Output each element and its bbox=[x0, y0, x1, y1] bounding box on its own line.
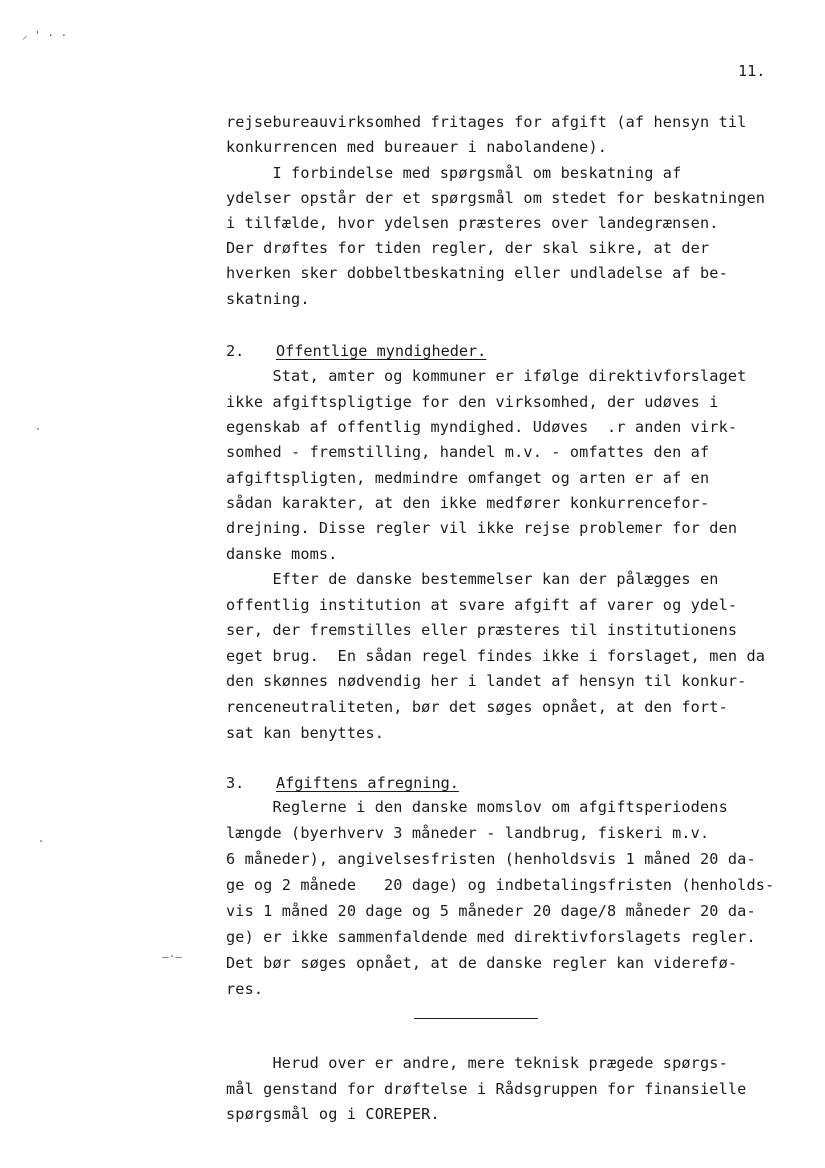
section-2-line: sat kan benyttes. bbox=[226, 724, 384, 742]
intro-line: rejsebureauvirksomhed fritages for afgift (af hensyn til bbox=[226, 113, 747, 131]
intro-line: konkurrencen med bureauer i nabolandene). bbox=[226, 138, 608, 156]
section-3-line: vis 1 måned 20 dage og 5 måneder 20 dage/8 måneder 20 da- bbox=[226, 902, 756, 920]
section-2-line: den skønnes nødvendig her i landet af hensyn til konkur- bbox=[226, 672, 747, 690]
section-2-line: ikke afgiftspligtige for den virksomhed, der udøves i bbox=[226, 393, 719, 411]
section-2-line: Stat, amter og kommuner er ifølge direktivforslaget bbox=[226, 367, 747, 385]
corner-mark: ⸝ ' · · bbox=[22, 29, 68, 42]
page-number: 11. bbox=[738, 62, 766, 80]
intro-line: i tilfælde, hvor ydelsen præsteres over landegrænsen. bbox=[226, 214, 719, 232]
separator-rule bbox=[414, 1018, 538, 1019]
section-2-line: ser, der fremstilles eller præsteres til institutionens bbox=[226, 621, 738, 639]
intro-line: skatning. bbox=[226, 290, 310, 308]
closing-line: mål genstand for drøftelse i Rådsgruppen for finansielle bbox=[226, 1080, 747, 1098]
section-3-line: ge og 2 månede 20 dage) og indbetalingsfristen (henholds- bbox=[226, 876, 775, 894]
scan-speck bbox=[37, 428, 39, 430]
section-3-line: res. bbox=[226, 980, 264, 998]
section-3-line: længde (byerhverv 3 måneder - landbrug, fiskeri m.v. bbox=[226, 824, 710, 842]
section-2-line: sådan karakter, at den ikke medfører konkurrencefor- bbox=[226, 494, 710, 512]
section-2-line: somhed - fremstilling, handel m.v. - omfattes den af bbox=[226, 443, 710, 461]
intro-line: hverken sker dobbeltbeskatning eller undladelse af be- bbox=[226, 264, 728, 282]
section-2-title: Offentlige myndigheder. bbox=[276, 342, 487, 360]
closing-line: Herud over er andre, mere teknisk prægede spørgs- bbox=[226, 1054, 728, 1072]
intro-line: ydelser opstår der et spørgsmål om stedet for beskatningen bbox=[226, 189, 766, 207]
intro-line: I forbindelse med spørgsmål om beskatning af bbox=[226, 164, 682, 182]
margin-mark: –·– bbox=[162, 950, 182, 963]
section-2-line: offentlig institution at svare afgift af varer og ydel- bbox=[226, 596, 738, 614]
section-3-line: 6 måneder), angivelsesfristen (henholdsvis 1 måned 20 da- bbox=[226, 850, 756, 868]
scan-speck bbox=[40, 840, 42, 842]
section-2-line: afgiftspligten, medmindre omfanget og arten er af en bbox=[226, 469, 710, 487]
section-2-line: Efter de danske bestemmelser kan der pålægges en bbox=[226, 570, 719, 588]
section-3-title: Afgiftens afregning. bbox=[276, 774, 459, 792]
closing-line: spørgsmål og i COREPER. bbox=[226, 1105, 440, 1123]
section-2-number: 2. bbox=[226, 342, 245, 360]
section-2-line: eget brug. En sådan regel findes ikke i forslaget, men da bbox=[226, 647, 766, 665]
intro-line: Der drøftes for tiden regler, der skal sikre, at der bbox=[226, 239, 710, 257]
section-3-line: ge) er ikke sammenfaldende med direktivforslagets regler. bbox=[226, 928, 756, 946]
section-2-line: egenskab af offentlig myndighed. Udøves .r anden virk- bbox=[226, 418, 738, 436]
section-2-line: drejning. Disse regler vil ikke rejse problemer for den bbox=[226, 519, 738, 537]
section-2-line: renceneutraliteten, bør det søges opnået, at den fort- bbox=[226, 698, 728, 716]
section-3-number: 3. bbox=[226, 774, 245, 792]
section-2-line: danske moms. bbox=[226, 545, 338, 563]
section-3-line: Reglerne i den danske momslov om afgiftsperiodens bbox=[226, 798, 728, 816]
section-3-line: Det bør søges opnået, at de danske regler kan viderefø- bbox=[226, 954, 738, 972]
